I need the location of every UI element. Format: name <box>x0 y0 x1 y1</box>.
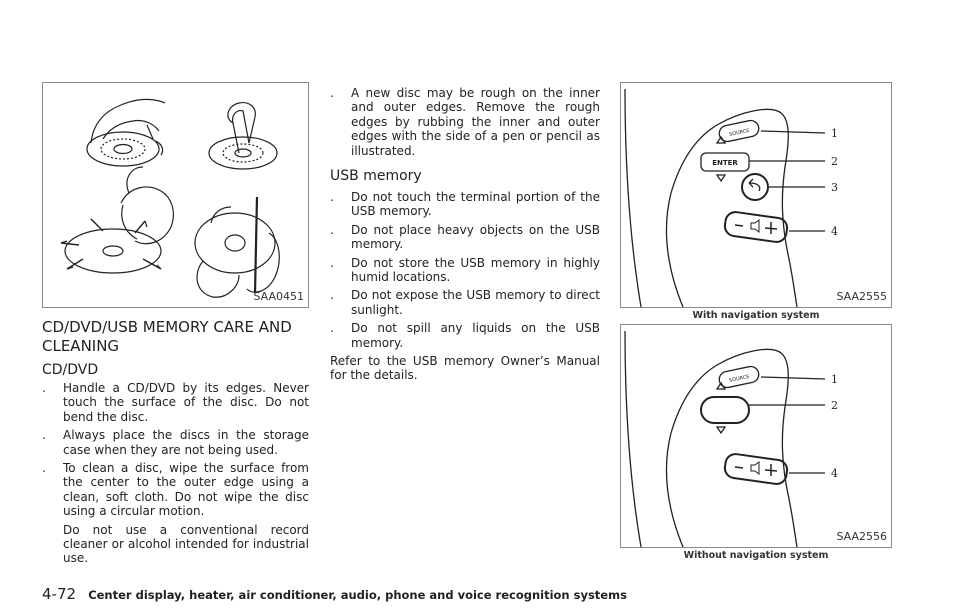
section-title-line-1: CD/DVD/USB MEMORY CARE AND <box>42 318 292 336</box>
list-item <box>330 321 600 350</box>
bullet-dot: . <box>42 428 46 443</box>
list-item <box>42 428 309 457</box>
list-item <box>330 86 600 158</box>
list-item <box>42 461 309 566</box>
usb-list-column <box>330 190 600 383</box>
callout-label-2: 2 <box>831 155 838 168</box>
speaker-icon <box>751 462 759 474</box>
bullet-dot: . <box>42 461 46 476</box>
caption-with-navigation: With navigation system <box>692 310 820 321</box>
plus-icon <box>765 464 777 476</box>
disc-care-figure <box>42 82 309 308</box>
callout-label-1: 1 <box>831 373 838 386</box>
volume-switch <box>724 453 789 485</box>
steering-switch-with-nav-illustration <box>621 83 891 307</box>
disc-care-illustration <box>43 83 308 307</box>
cd-item-3-text: To clean a disc, wipe the surface from the center to the outer edge using a clean, soft cloth. Do not wipe the disc using a circular motion. <box>63 461 309 519</box>
disc-wiping-drawing <box>61 167 173 273</box>
usb-item-5-text: Do not spill any liquids on the USB memory. <box>351 321 600 350</box>
cd-dvd-list-column <box>42 381 309 570</box>
list-item <box>330 288 600 317</box>
cd-item-4-text: A new disc may be rough on the inner and outer edges. Remove the rough edges by rubbing the inner and outer edges with the side of a pen or pencil as illustrated. <box>351 86 600 158</box>
usb-item-2-text: Do not place heavy objects on the USB memory. <box>351 222 600 252</box>
usb-item-1-text: Do not touch the terminal portion of the USB memory. <box>351 190 600 219</box>
back-arrow-icon <box>749 179 760 191</box>
disc-edge-list-column <box>330 86 600 162</box>
steering-switch-without-nav-illustration <box>621 325 891 547</box>
volume-switch <box>724 211 789 243</box>
disc-held-through-hole-drawing <box>209 103 277 169</box>
usb-memory-heading: USB memory <box>330 168 422 184</box>
steering-rim-outline <box>625 89 641 307</box>
figure-code-saa2556: SAA2556 <box>836 530 887 543</box>
down-arrow-icon <box>717 427 725 433</box>
page-number: 4-72 <box>42 585 77 603</box>
page-footer <box>42 585 627 603</box>
steering-spoke-outline <box>667 109 797 307</box>
steering-rim-outline <box>625 331 641 547</box>
callout-label-4: 4 <box>831 225 838 238</box>
callout-label-3: 3 <box>831 181 838 194</box>
section-title-line-2: CLEANING <box>42 337 120 355</box>
callout-label-2: 2 <box>831 399 838 412</box>
bullet-dot: . <box>42 381 46 395</box>
down-arrow-icon <box>717 175 725 181</box>
disc-held-by-edge-drawing <box>87 99 165 166</box>
center-oval-button <box>701 397 749 423</box>
plus-icon <box>765 222 777 234</box>
usb-item-4-text: Do not expose the USB memory to direct sunlight. <box>351 288 600 317</box>
figure-code-saa0451: SAA0451 <box>253 290 304 303</box>
enter-button-text: ENTER <box>712 159 738 167</box>
section-title <box>42 318 312 356</box>
caption-without-navigation: Without navigation system <box>683 550 829 561</box>
source-button-text: SOURCE <box>728 127 751 139</box>
steering-switch-figure-without-nav <box>620 324 892 548</box>
callout-label-1: 1 <box>831 127 838 140</box>
bullet-dot: . <box>330 288 334 303</box>
disc-edge-rubbing-drawing <box>195 197 279 297</box>
cd-item-3-continuation: Do not use a conventional record cleaner or alcohol intended for industrial use. <box>63 522 309 566</box>
list-item <box>330 190 600 219</box>
footer-chapter-title: Center display, heater, air conditioner, audio, phone and voice recognition systems <box>88 588 627 602</box>
list-item <box>330 223 600 252</box>
cd-dvd-heading: CD/DVD <box>42 362 99 378</box>
figure-code-saa2555: SAA2555 <box>836 290 887 303</box>
bullet-dot: . <box>330 321 334 336</box>
cd-item-1-text: Handle a CD/DVD by its edges. Never touch the surface of the disc. Do not bend the disc. <box>63 381 309 424</box>
usb-manual-note: Refer to the USB memory Owner’s Manual for the details. <box>330 354 600 383</box>
callout-label-4: 4 <box>831 467 838 480</box>
usb-item-3-text: Do not store the USB memory in highly humid locations. <box>351 255 600 285</box>
source-button-text: SOURCE <box>728 373 751 385</box>
bullet-dot: . <box>330 255 334 270</box>
speaker-icon <box>751 220 759 232</box>
bullet-dot: . <box>330 222 334 237</box>
cd-item-2-text: Always place the discs in the storage case when they are not being used. <box>63 428 309 457</box>
bullet-dot: . <box>330 190 334 204</box>
list-item <box>42 381 309 424</box>
steering-switch-figure-with-nav <box>620 82 892 308</box>
bullet-dot: . <box>330 86 334 100</box>
list-item <box>330 256 600 285</box>
back-button <box>742 174 768 200</box>
